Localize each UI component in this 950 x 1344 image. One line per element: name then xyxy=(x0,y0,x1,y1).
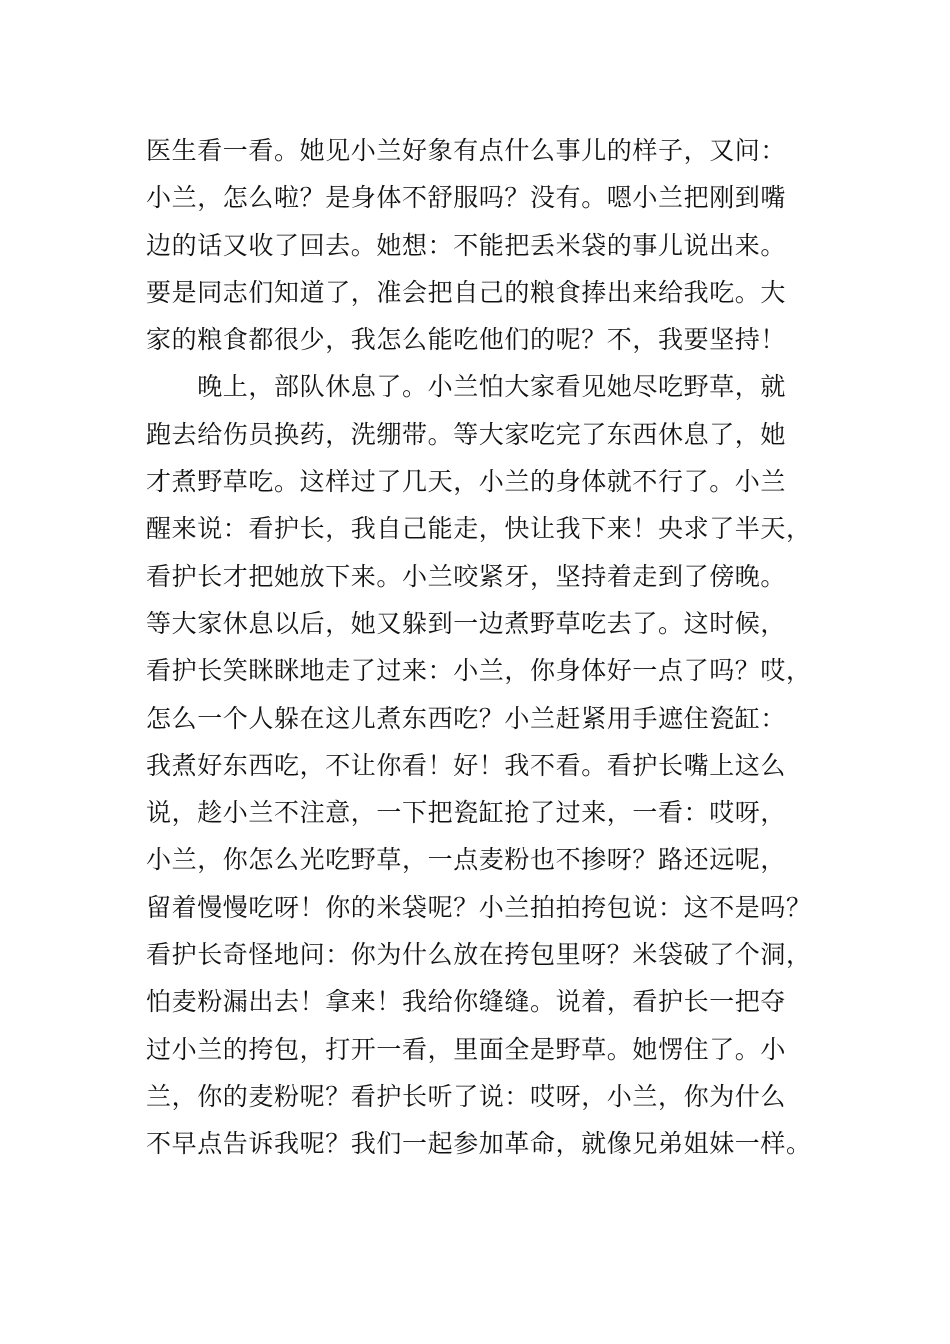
text-line: 过小兰的挎包，打开一看，里面全是野草。她愣住了。小 xyxy=(146,1034,787,1064)
text-line: 不早点告诉我呢？我们一起参加革命，就像兄弟姐妹一样。 xyxy=(146,1129,812,1159)
text-line: 家的粮食都很少，我怎么能吃他们的呢？不，我要坚持！ xyxy=(146,325,787,355)
text-line: 才煮野草吃。这样过了几天，小兰的身体就不行了。小兰 xyxy=(146,467,787,497)
body-text xyxy=(146,132,816,1173)
text-line: 医生看一看。她见小兰好象有点什么事儿的样子，又问： xyxy=(146,136,787,165)
text-line: 小兰，你怎么光吃野草，一点麦粉也不掺呀？路还远呢， xyxy=(146,845,787,875)
text-line: 看护长才把她放下来。小兰咬紧牙，坚持着走到了傍晚。 xyxy=(146,561,787,591)
text-line: 醒来说：看护长，我自己能走，快让我下来！央求了半天， xyxy=(146,514,812,544)
text-line: 跑去给伤员换药，洗绷带。等大家吃完了东西休息了，她 xyxy=(146,419,787,449)
text-line: 怕麦粉漏出去！拿来！我给你缝缝。说着，看护长一把夺 xyxy=(146,987,787,1017)
text-line: 我煮好东西吃，不让你看！好！我不看。看护长嘴上这么 xyxy=(146,750,787,780)
text-line: 等大家休息以后，她又躲到一边煮野草吃去了。这时候， xyxy=(146,608,787,638)
text-line: 晚上，部队休息了。小兰怕大家看见她尽吃野草，就 xyxy=(146,372,787,402)
text-line: 看护长笑眯眯地走了过来：小兰，你身体好一点了吗？哎， xyxy=(146,656,812,686)
text-line: 留着慢慢吃呀！你的米袋呢？小兰拍拍挎包说：这不是吗？ xyxy=(146,892,812,922)
text-line: 边的话又收了回去。她想：不能把丢米袋的事儿说出来。 xyxy=(146,230,787,260)
text-line: 兰，你的麦粉呢？看护长听了说：哎呀，小兰，你为什么 xyxy=(146,1081,787,1111)
text-line: 要是同志们知道了，准会把自己的粮食捧出来给我吃。大 xyxy=(146,277,787,307)
text-line: 小兰，怎么啦？是身体不舒服吗？没有。嗯小兰把刚到嘴 xyxy=(146,183,787,213)
text-line: 说，趁小兰不注意，一下把瓷缸抢了过来，一看：哎呀， xyxy=(146,798,787,828)
text-line: 怎么一个人躲在这儿煮东西吃？小兰赶紧用手遮住瓷缸： xyxy=(146,703,787,733)
text-line: 看护长奇怪地问：你为什么放在挎包里呀？米袋破了个洞， xyxy=(146,940,812,970)
